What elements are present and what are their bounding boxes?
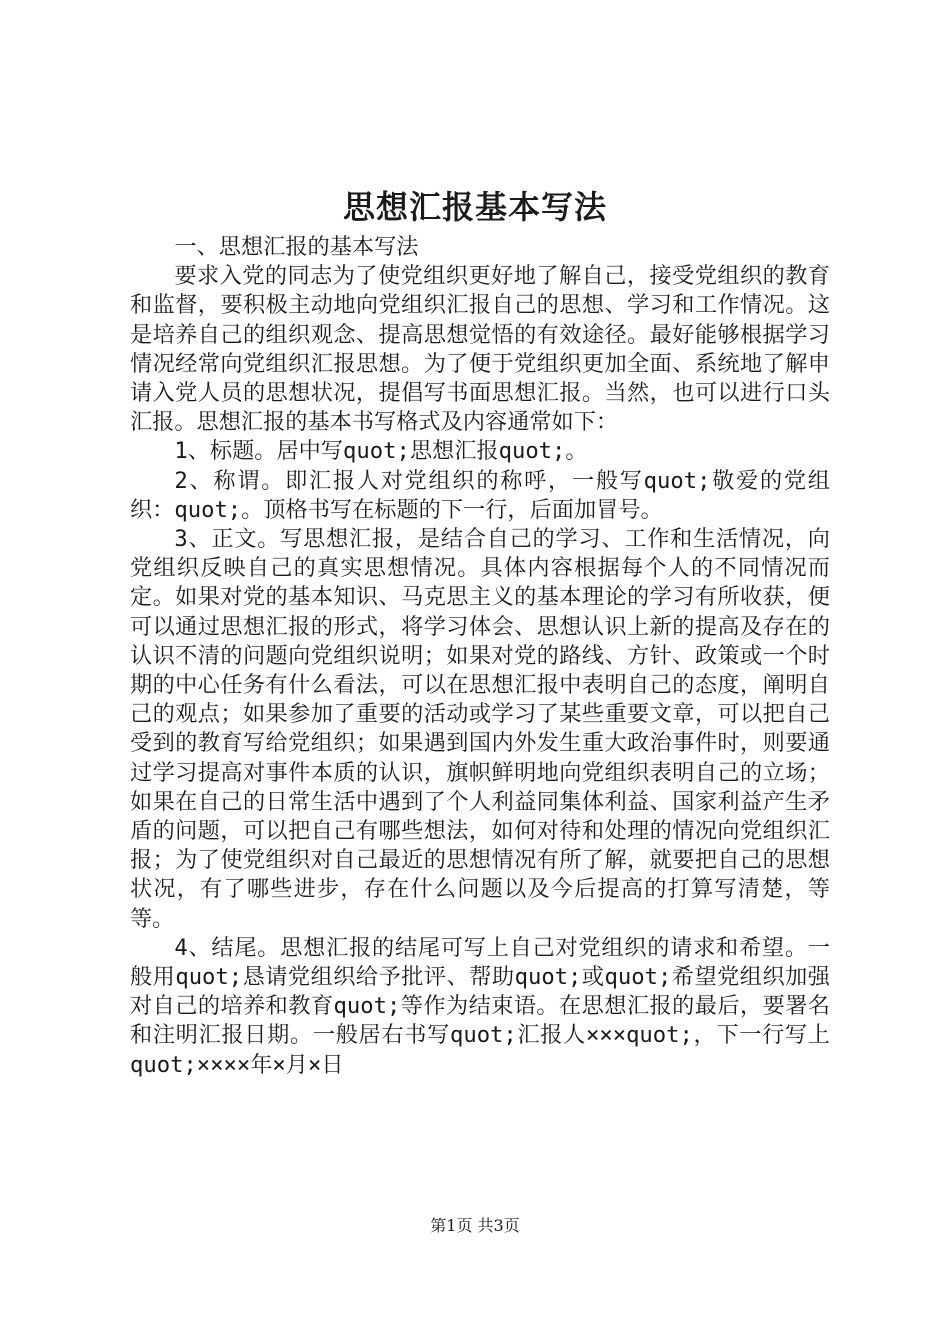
document-body: [130, 233, 830, 1080]
paragraph-ending-item: 4、结尾。思想汇报的结尾可写上自己对党组织的请求和希望。一般用quot;恳请党组织给予批评、帮助quot;或quot;希望党组织加强对自己的培养和教育quot;等作为结束语。在思想汇报的最后，要署名和注明汇报日期。一般居右书写quot;汇报人×××quot;，下一行写上quot;××××年×月×日: [130, 934, 830, 1078]
section-heading: 一、思想汇报的基本写法: [174, 234, 419, 260]
paragraph-title-item: 1、标题。居中写quot;思想汇报quot;。: [174, 438, 588, 465]
paragraph-intro: 要求入党的同志为了使党组织更好地了解自己，接受党组织的教育和监督，要积极主动地向党组织汇报自己的思想、学习和工作情况。这是培养自己的组织观念、提高思想觉悟的有效途径。最好能够根据学习情况经常向党组织汇报思想。为了便于党组织更加全面、系统地了解申请入党人员的思想状况，提倡写书面思想汇报。当然，也可以进行口头汇报。思想汇报的基本书写格式及内容通常如下：: [130, 263, 830, 436]
paragraph-body-item: 3、正文。写思想汇报，是结合自己的学习、工作和生活情况，向党组织反映自己的真实思想情况。具体内容根据每个人的不同情况而定。如果对党的基本知识、马克思主义的基本理论的学习有所收获，便可以通过思想汇报的形式，将学习体会、思想认识上新的提高及存在的认识不清的问题向党组织说明；如果对党的路线、方针、政策或一个时期的中心任务有什么看法，可以在思想汇报中表明自己的态度，阐明自己的观点；如果参加了重要的活动或学习了某些重要文章，可以把自己受到的教育写给党组织；如果遇到国内外发生重大政治事件时，则要通过学习提高对事件本质的认识，旗帜鲜明地向党组织表明自己的立场；如果在自己的日常生活中遇到了个人利益同集体利益、国家利益产生矛盾的问题，可以把自己有哪些想法，如何对待和处理的情况向党组织汇报；为了使党组织对自己最近的思想情况有所了解，就要把自己的思想状况，有了哪些进步，存在什么问题以及今后提高的打算写清楚，等等。: [130, 526, 830, 932]
document-title: 思想汇报基本写法: [342, 188, 607, 226]
paragraph-salutation-item: 2、称谓。即汇报人对党组织的称呼，一般写quot;敬爱的党组织：quot;。顶格书写在标题的下一行，后面加冒号。: [130, 467, 830, 523]
page-footer: 第1页 共3页: [430, 1216, 520, 1235]
